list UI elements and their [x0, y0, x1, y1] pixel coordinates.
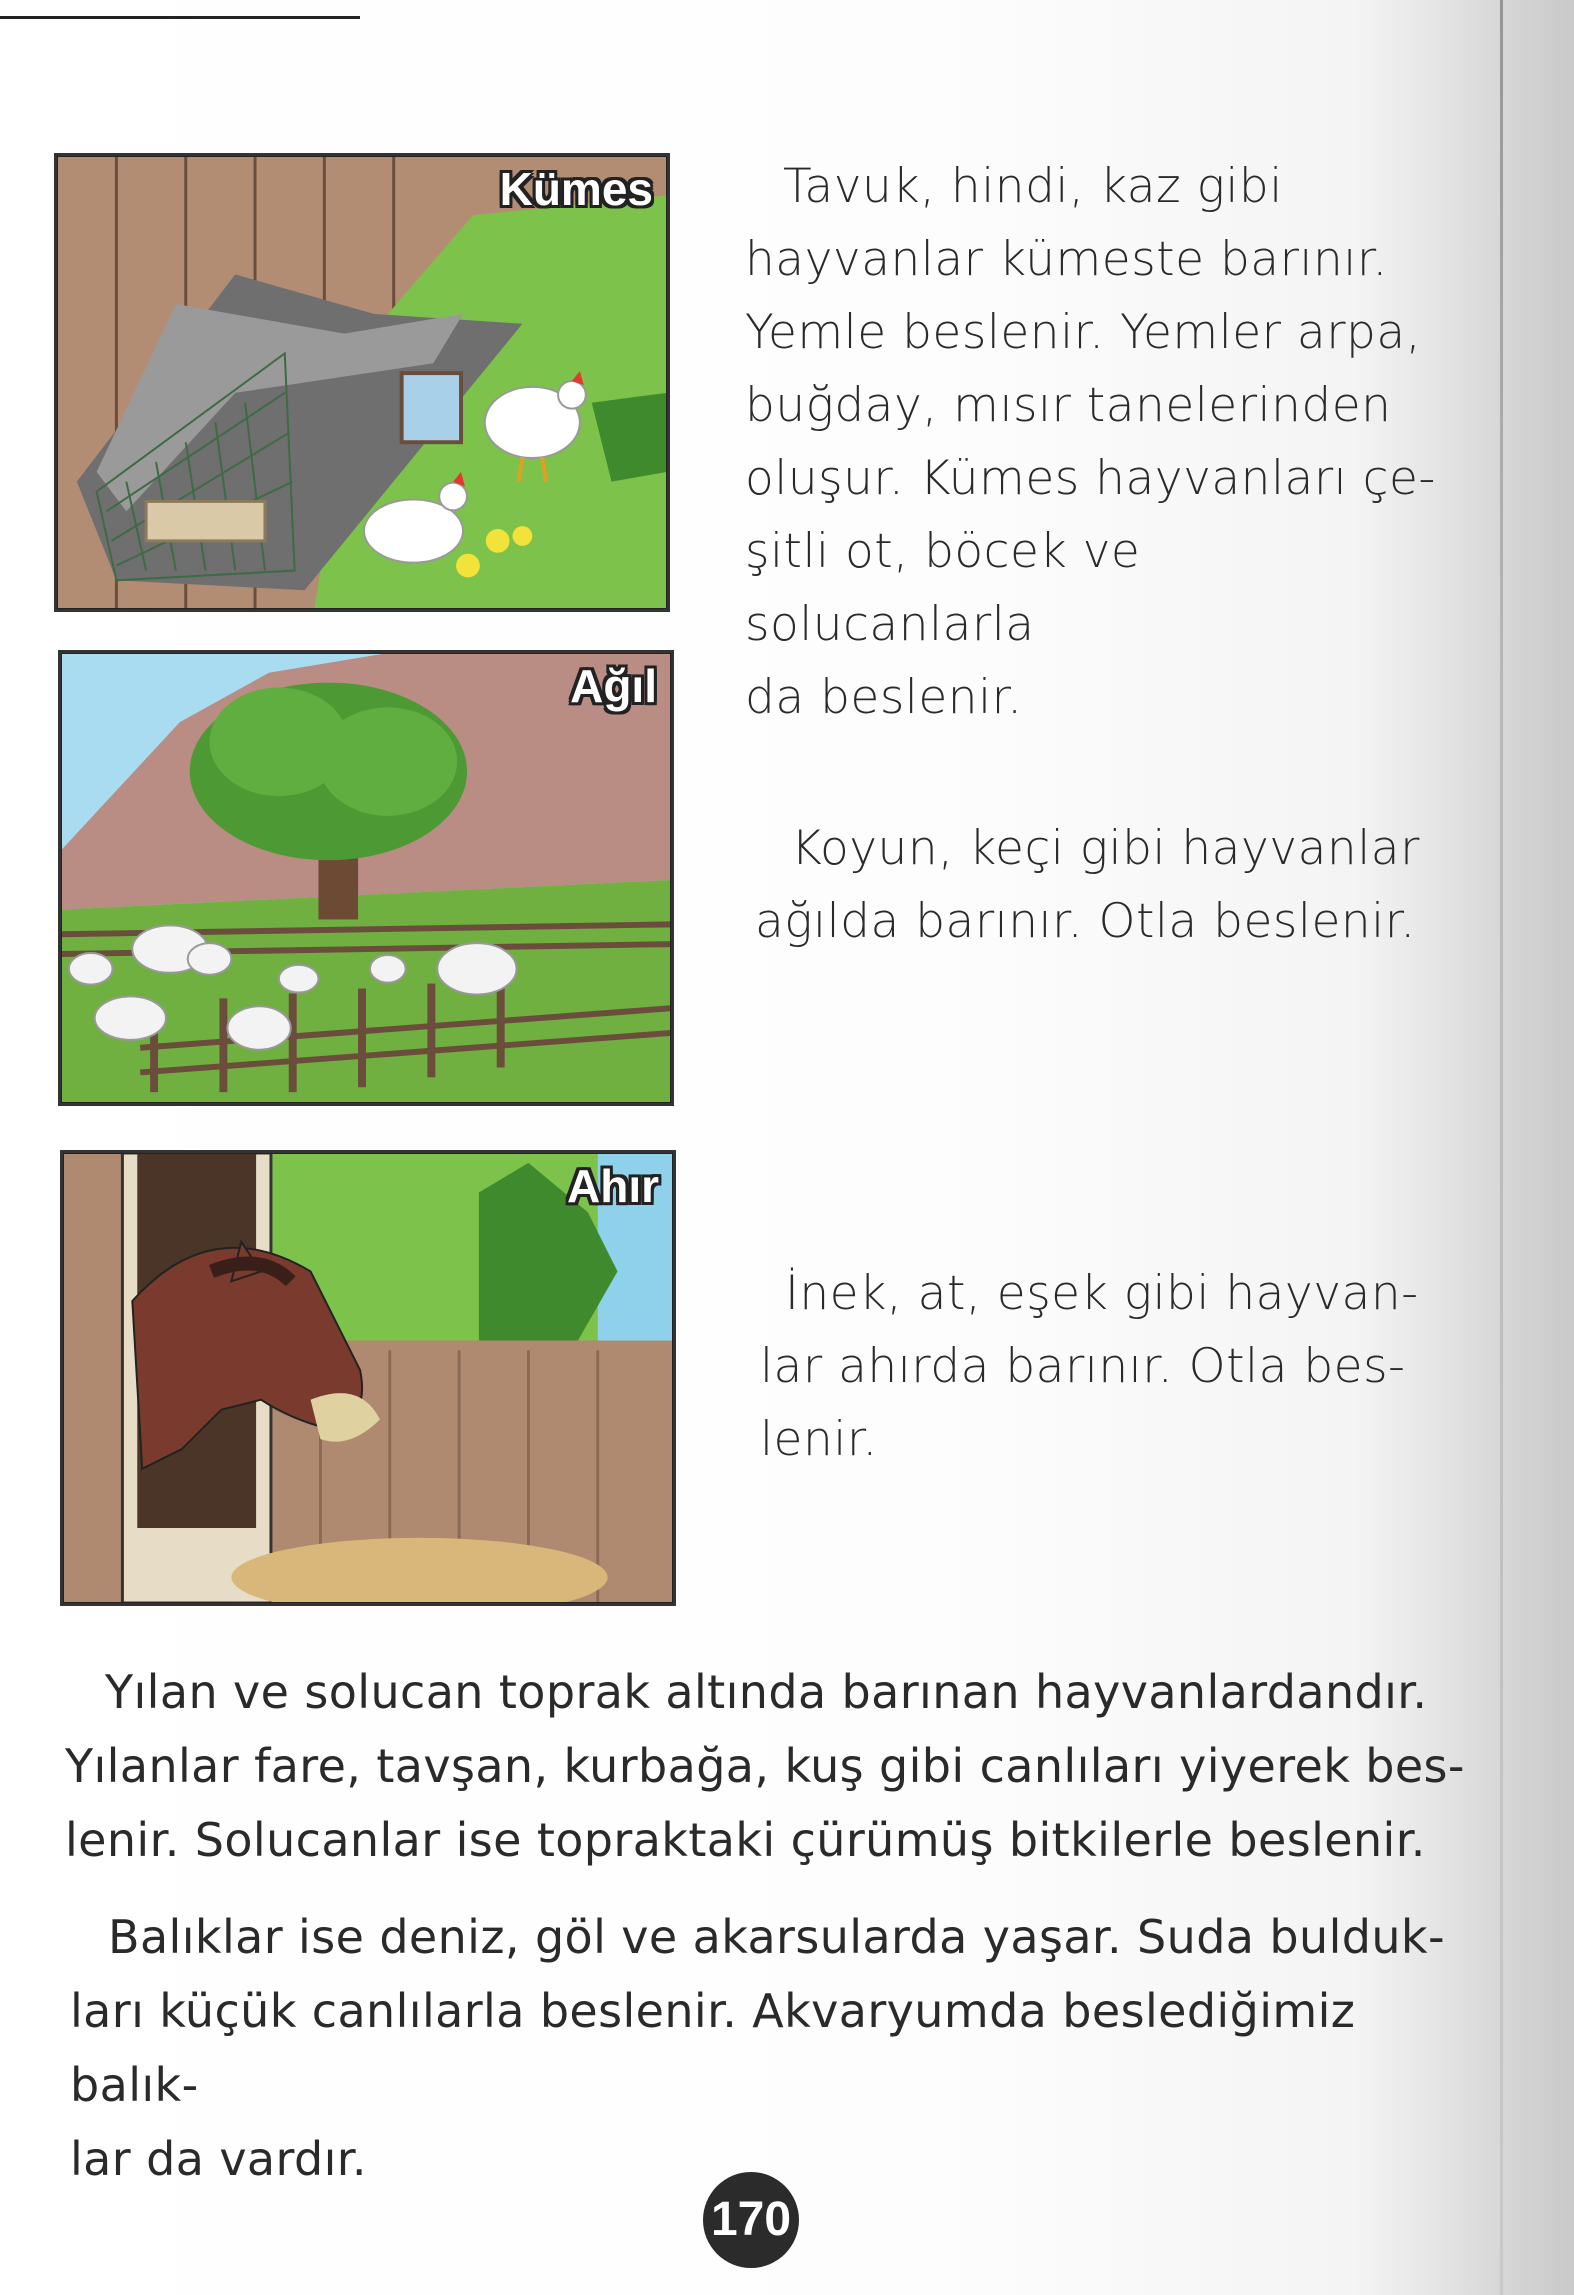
- page-number: 170: [703, 2172, 799, 2268]
- text-line: buğday, mısır tanelerinden: [745, 378, 1392, 433]
- text-line: lenir. Solucanlar ise topraktaki çürümüş bitkilerle beslenir.: [65, 1813, 1426, 1867]
- text-line: ları küçük canlılarla beslenir. Akvaryumda beslediğimiz balık-: [70, 1984, 1356, 2112]
- text-line: hayvanlar kümeste barınır.: [745, 232, 1388, 287]
- panel-label-ahir: Ahır: [567, 1160, 659, 1212]
- stable-scene: [63, 1153, 673, 1603]
- text-line: Balıklar ise deniz, göl ve akarsularda yaşar. Suda bulduk-: [108, 1910, 1445, 1964]
- balik-paragraph: [70, 1900, 1470, 2196]
- text-line: Koyun, keçi gibi hayvanlar: [791, 821, 1420, 876]
- text-line: ağılda barınır. Otla beslenir.: [755, 894, 1416, 949]
- text-line: Yemle beslenir. Yemler arpa,: [745, 305, 1422, 360]
- text-line: lar da vardır.: [70, 2132, 367, 2186]
- sheep-pen-illustration: [58, 650, 674, 1106]
- text-line: lar ahırda barınır. Otla bes-: [760, 1339, 1406, 1394]
- kumes-description: [745, 150, 1445, 734]
- text-line: Yılanlar fare, tavşan, kurbağa, kuş gibi canlıları yiyerek bes-: [65, 1739, 1465, 1793]
- text-line: şitli ot, böcek ve solucanlarla: [745, 524, 1141, 652]
- text-line: da beslenir.: [745, 670, 1023, 725]
- panel-label-agil: Ağıl: [570, 660, 657, 712]
- agil-description: [755, 812, 1455, 958]
- text-line: oluşur. Kümes hayvanları çe-: [745, 451, 1436, 506]
- yilan-paragraph: [65, 1655, 1465, 1877]
- stable-illustration: [60, 1150, 676, 1606]
- text-line: lenir.: [760, 1412, 878, 1467]
- coop-scene: [57, 156, 667, 609]
- text-line: Yılan ve solucan toprak altında barınan hayvanlardandır.: [105, 1665, 1428, 1719]
- chicken-coop-illustration: [54, 153, 670, 612]
- text-line: Tavuk, hindi, kaz gibi: [783, 159, 1283, 214]
- top-rule: [0, 16, 360, 19]
- page-gutter: [1500, 0, 1503, 2295]
- pen-scene: [61, 653, 671, 1103]
- ahir-description: [760, 1257, 1460, 1476]
- panel-label-kumes: Kümes: [499, 163, 653, 215]
- text-line: İnek, at, eşek gibi hayvan-: [785, 1266, 1419, 1321]
